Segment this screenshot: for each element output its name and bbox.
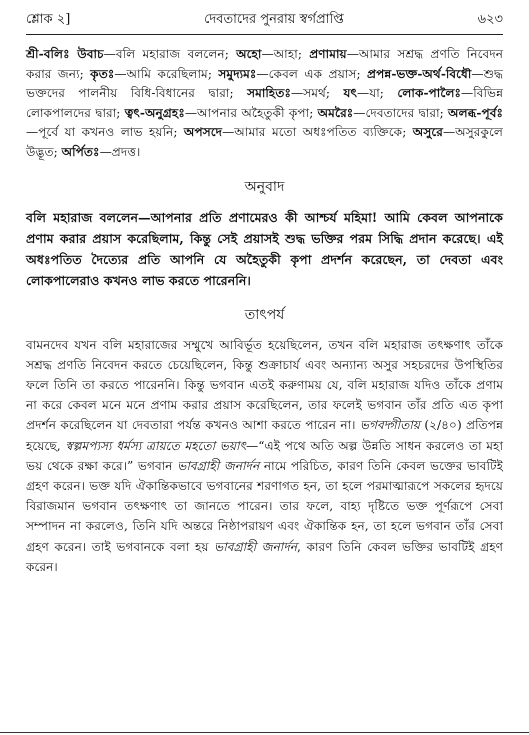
purport-text: বামনদেব যখন বলি মহারাজের সম্মুখে আবির্ভূত হয়েছিলেন, তখন বলি মহারাজ তৎক্ষণাৎ তাঁকে সশ্রদ্ধ প্রণতি নিবেদন করতে চেয়েছিলেন, কিন্তু শুক্রাচার্য এবং অন্যান্য অসুর সহচরদের উপস্থিতির ফলে তিনি তা করতে পারেননি। কিন্তু ভগবান এতই করুণাময় যে, বলি মহারাজ যদিও তাঁকে প্রণাম না করে কেবল মনে মনে প্রণাম করার প্রয়াস করেছিলেন, তার ফলেই ভগবান তাঁর প্রতি এত কৃপা প্রদর্শন করেছিলেন যা দেবতারা পর্যন্ত কখনও আশা করতে পারেন না। ভগবদ্গীতায় (২/৪০) প্রতিপন্ন হয়েছে, স্বল্পমপ্যস্য ধর্মস্য ত্রায়তে মহতো ভয়াৎ—“এই পথে অতি অল্প উন্নতি সাধন করলেও তা মহা ভয় থেকে রক্ষা করে।” ভগবান ভাবগ্রাহী জনার্দন নামে পরিচিত, কারণ তিনি কেবল ভক্তের ভাবটিই গ্রহণ করেন। ভক্ত যদি ঐকান্তিকভাবে ভগবানের শরণাগত হন, তা হলে পরমাত্মারূপে সকলের হৃদয়ে বিরাজমান ভগবান তৎক্ষণাৎ তা জানতে পারেন। তার ফলে, বাহ্য দৃষ্টিতে ভক্ত পূর্ণরূপে সেবা সম্পাদন না করলেও, তিনি যদি অন্তরে নিষ্ঠাপরায়ণ এবং ঐকান্তিক হন, তা হলে ভগবান তাঁর সেবা গ্রহণ করেন। তাই ভগবানকে বলা হয় ভাবগ্রাহী জনার্দন, কারণ তিনি কেবল ভক্তির ভাবটিই গ্রহণ করেন। bbox=[26, 337, 504, 574]
synonym-meaning: আপনার অহৈতুকী কৃপা bbox=[197, 105, 310, 120]
synonym-meaning: বিভিন্ন লোকপালদের দ্বারা bbox=[26, 86, 504, 120]
synonym-meaning: অসুরকুলে উদ্ভূত bbox=[26, 125, 503, 159]
synonym-term: অমরৈঃ bbox=[317, 105, 354, 120]
synonym-meaning: আমার সশ্রদ্ধ প্রণতি নিবেদন করার জন্য bbox=[26, 47, 503, 81]
synonym-term: প্রপন্ন-ভক্ত-অর্থ-বিধৌ bbox=[367, 66, 472, 81]
epithet: ভাবগ্রাহী জনার্দন bbox=[214, 539, 298, 554]
synonym-term: শ্রী-বলিঃ উবাচ bbox=[26, 47, 104, 61]
synonym-term: অসুরে bbox=[412, 125, 443, 140]
synonym-term: অর্পিতঃ bbox=[61, 144, 100, 159]
synonym-term: ত্বৎ-অনুগ্রহঃ bbox=[124, 105, 185, 120]
translation-heading: অনুবাদ bbox=[244, 178, 285, 195]
purport-heading: তাৎপর্য bbox=[244, 306, 285, 323]
synonyms-block: শ্রী-বলিঃ উবাচ—বলি মহারাজ বললেন; অহো—আহা; প্রণামায়—আমার সশ্রদ্ধ প্রণতি নিবেদন করার জন্য; কৃতঃ—আমি করেছিলাম; সমুদ্যমঃ—কেবল এক প্রয়াস; প্রপন্ন-ভক্ত-অর্থ-বিধৌ—শুদ্ধ ভক্তদের পালনীয় বিধি-বিধানের দ্বারা; সমাহিতঃ—সমর্থ; যৎ—যা; লোক-পালৈঃ—বিভিন্ন লোকপালদের দ্বারা; ত্বৎ-অনুগ্রহঃ—আপনার অহৈতুকী কৃপা; অমরৈঃ—দেবতাদের দ্বারা; অলব্ধ-পূর্বঃ—পূর্বে যা কখনও লাভ হয়নি; অপসদে—আমার মতো অধঃপতিত ব্যক্তিকে; অসুরে—অসুরকুলে উদ্ভূত; অর্পিতঃ—প্রদত্ত। bbox=[26, 47, 504, 159]
synonym-meaning: পূর্বে যা কখনও লাভ হয়নি bbox=[38, 125, 174, 140]
synonym-term: সমুদ্যমঃ bbox=[218, 66, 257, 81]
synonym-term: কৃতঃ bbox=[90, 66, 115, 81]
synonym-meaning: আমি করেছিলাম bbox=[126, 66, 208, 81]
footer-rule bbox=[0, 732, 529, 733]
synonym-meaning: শুদ্ধ ভক্তদের পালনীয় বিধি-বিধানের দ্বারা bbox=[26, 66, 503, 101]
verse-number: শ্লোক ২] bbox=[26, 12, 71, 27]
synonym-term: লোক-পালৈঃ bbox=[397, 86, 462, 101]
header-rule bbox=[26, 34, 503, 35]
synonym-meaning: যা bbox=[369, 86, 380, 101]
synonym-term: অহো bbox=[236, 47, 262, 61]
synonym-term: সমাহিতঃ bbox=[247, 86, 291, 101]
translation-text: বলি মহারাজ বললেন—আপনার প্রতি প্রণামেরও কী আশ্চর্য মহিমা! আমি কেবল আপনাকে প্রণাম করার প্রয়াস করেছিলাম, কিন্তু সেই প্রয়াসই শুদ্ধ ভক্তির পরম সিদ্ধি প্রদান করেছে। এই অধঃপতিত দৈত্যের প্রতি আপনি যে অহৈতুকী কৃপা প্রদর্শন করেছেন, তা দেবতা এবং লোকপালেরাও কখনও লাভ করতে পারেননি। bbox=[26, 209, 503, 288]
page-number: ৬২৩ bbox=[477, 12, 503, 27]
synonym-term: অপসদে bbox=[183, 125, 223, 140]
running-header bbox=[26, 10, 503, 32]
synonym-term: অলব্ধ-পূর্বঃ bbox=[448, 105, 504, 120]
chapter-title: দেবতাদের পুনরায় স্বর্গপ্রাপ্তি bbox=[204, 12, 344, 27]
synonym-meaning: আমার মতো অধঃপতিত ব্যক্তিকে bbox=[234, 125, 403, 140]
synonym-meaning: সমর্থ bbox=[303, 86, 326, 101]
synonym-term: যৎ bbox=[343, 86, 358, 101]
synonym-meaning: আহা bbox=[273, 47, 298, 61]
synonym-term: প্রণামায় bbox=[309, 47, 347, 61]
epithet: ভাবগ্রাহী জনার্দন bbox=[177, 458, 260, 473]
synonym-meaning: দেবতাদের দ্বারা bbox=[365, 105, 440, 120]
synonym-meaning: প্রদত্ত। bbox=[111, 144, 141, 159]
gita-reference: ভগবদ্গীতায় bbox=[359, 418, 420, 433]
synonym-meaning: কেবল এক প্রয়াস bbox=[268, 66, 357, 81]
sanskrit-quote: স্বল্পমপ্যস্য ধর্মস্য ত্রায়তে মহতো ভয়াৎ bbox=[65, 438, 247, 453]
synonym-meaning: বলি মহারাজ বললেন bbox=[115, 47, 225, 61]
